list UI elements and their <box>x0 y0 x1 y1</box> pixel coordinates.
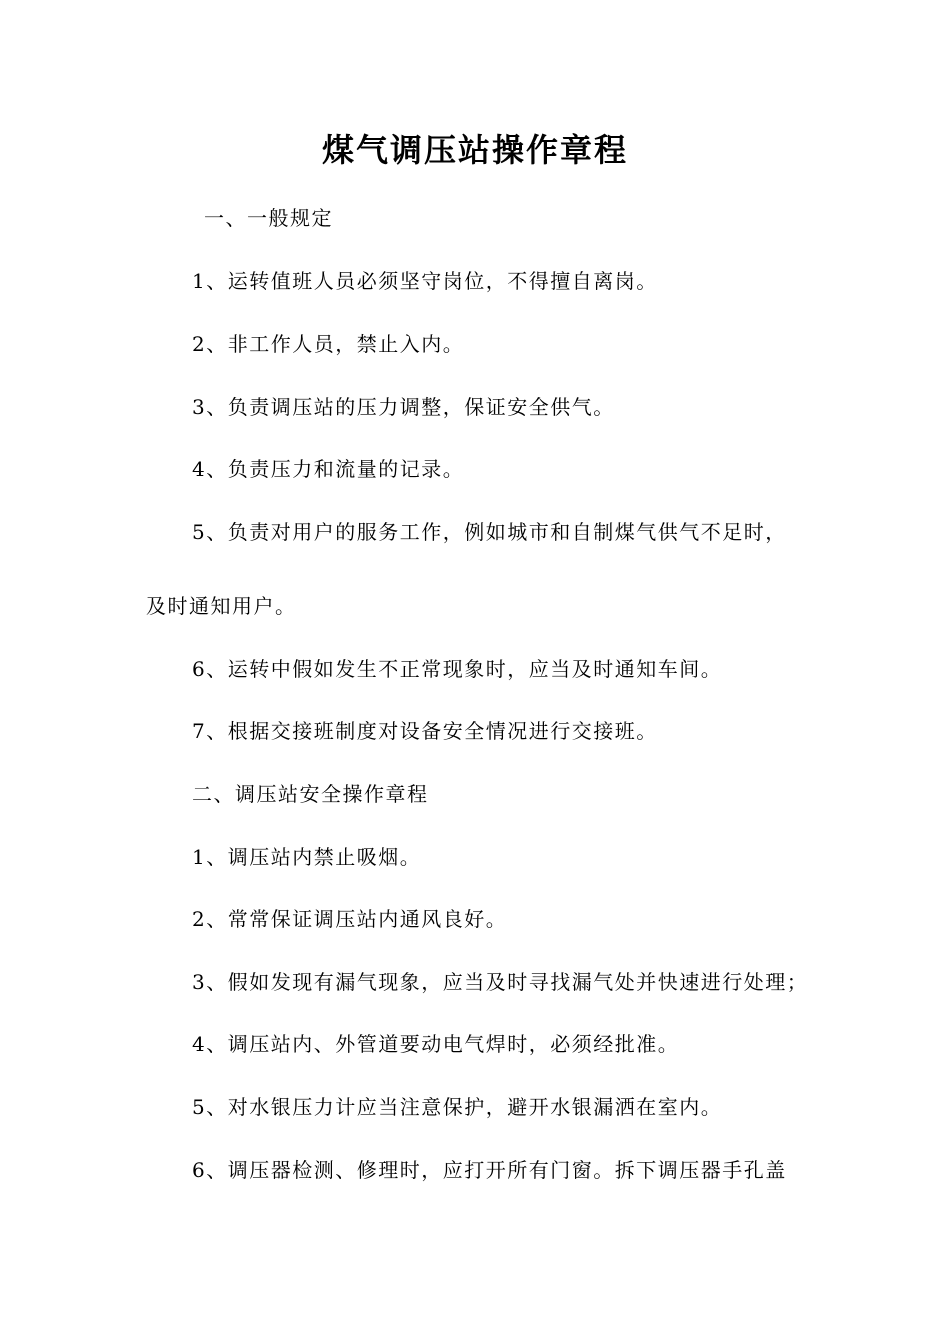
paragraph-line: 6、运转中假如发生不正常现象时，应当及时通知车间。 <box>192 657 723 681</box>
paragraph-line: 3、假如发现有漏气现象，应当及时寻找漏气处并快速进行处理； <box>192 970 809 994</box>
paragraph-line-continued: 及时通知用户。 <box>146 594 297 618</box>
section-heading-safety-rules: 二、调压站安全操作章程 <box>192 782 429 806</box>
paragraph-line: 3、负责调压站的压力调整，保证安全供气。 <box>192 395 615 419</box>
paragraph-line: 2、常常保证调压站内通风良好。 <box>192 907 508 931</box>
paragraph-line: 5、对水银压力计应当注意保护，避开水银漏洒在室内。 <box>192 1095 723 1119</box>
document-title: 煤气调压站操作章程 <box>321 131 628 169</box>
paragraph-line: 6、调压器检测、修理时，应打开所有门窗。拆下调压器手孔盖 <box>192 1158 787 1182</box>
paragraph-line: 2、非工作人员，禁止入内。 <box>192 332 465 356</box>
paragraph-line: 4、调压站内、外管道要动电气焊时，必须经批准。 <box>192 1032 680 1056</box>
section-heading-general-rules: 一、一般规定 <box>204 206 333 230</box>
paragraph-line: 1、运转值班人员必须坚守岗位，不得擅自离岗。 <box>192 269 658 293</box>
paragraph-line: 4、负责压力和流量的记录。 <box>192 457 465 481</box>
paragraph-line: 5、负责对用户的服务工作，例如城市和自制煤气供气不足时， <box>192 520 787 544</box>
paragraph-line: 1、调压站内禁止吸烟。 <box>192 845 422 869</box>
paragraph-line: 7、根据交接班制度对设备安全情况进行交接班。 <box>192 719 658 743</box>
